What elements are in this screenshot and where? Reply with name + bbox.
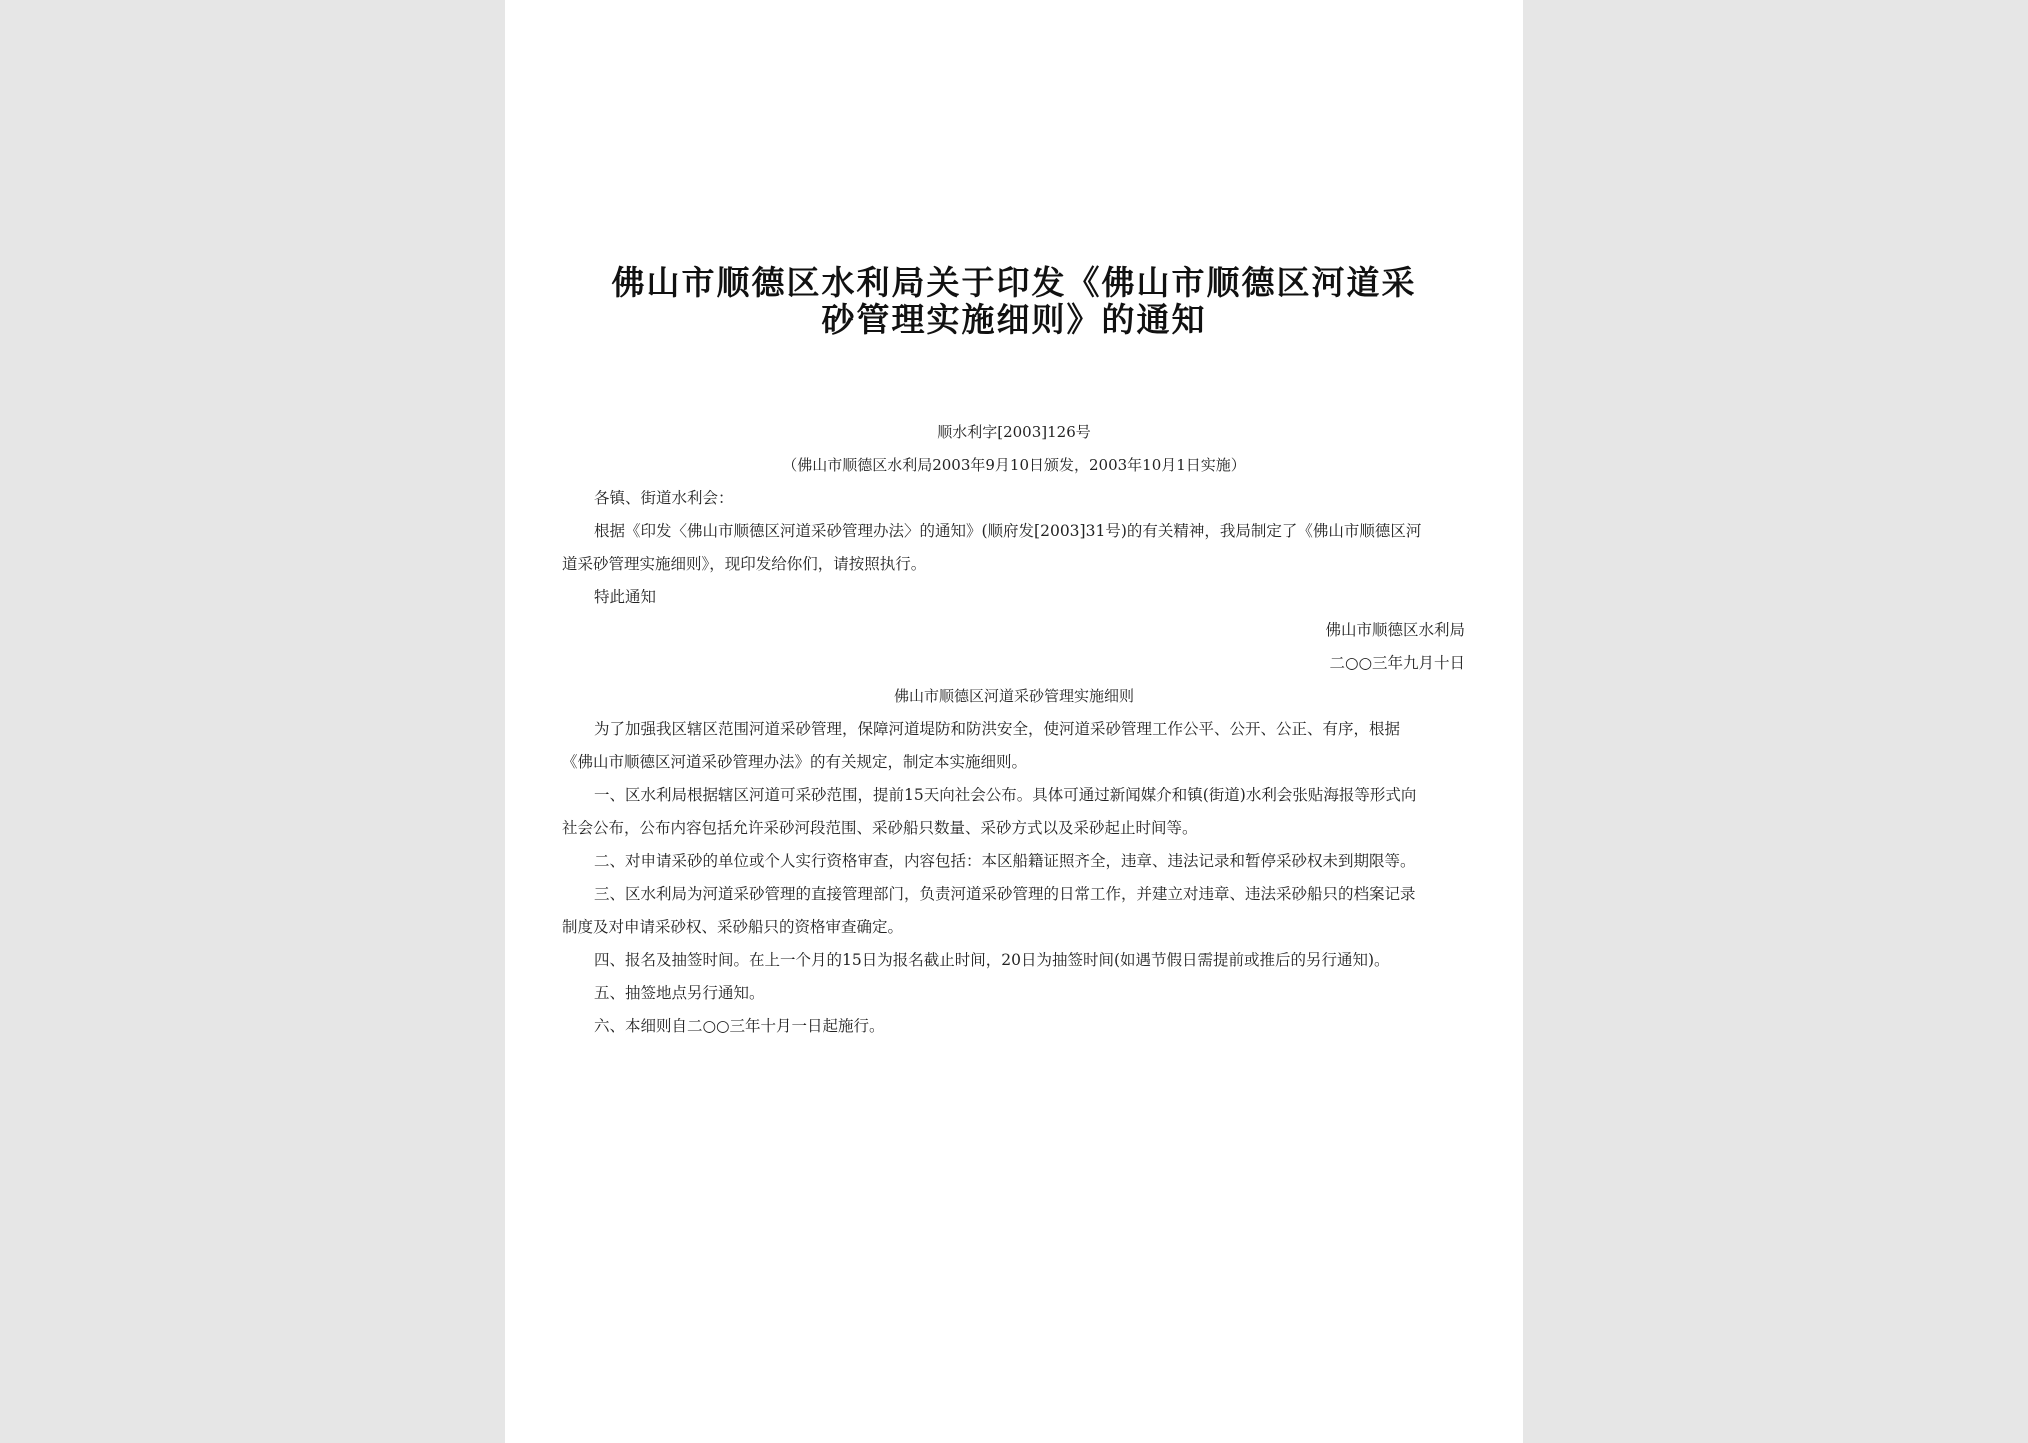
preamble-line-2: 《佛山市顺德区河道采砂管理办法》的有关规定，制定本实施细则。 xyxy=(562,753,1028,771)
document-title-line-2: 砂管理实施细则》的通知 xyxy=(821,300,1207,339)
article-6: 六、本细则自二○○三年十月一日起施行。 xyxy=(594,1017,885,1035)
article-4: 四、报名及抽签时间。在上一个月的15日为报名截止时间，20日为抽签时间(如遇节假日需提前或推后的另行通知)。 xyxy=(594,951,1390,969)
sign-date: 二○○三年九月十日 xyxy=(1329,654,1465,672)
intro-line-2: 道采砂管理实施细则》，现印发给你们，请按照执行。 xyxy=(562,555,927,573)
notice-end: 特此通知 xyxy=(594,588,657,606)
article-3-line-1: 三、区水利局为河道采砂管理的直接管理部门，负责河道采砂管理的日常工作，并建立对违章、违法采砂船只的档案记录 xyxy=(594,885,1416,903)
document-title-line-1: 佛山市顺德区水利局关于印发《佛山市顺德区河道采 xyxy=(611,263,1417,302)
article-1-line-2: 社会公布，公布内容包括允许采砂河段范围、采砂船只数量、采砂方式以及采砂起止时间等。 xyxy=(562,819,1198,837)
preamble-line-1: 为了加强我区辖区范围河道采砂管理，保障河道堤防和防洪安全，使河道采砂管理工作公平、公开、公正、有序，根据 xyxy=(594,720,1401,738)
salutation: 各镇、街道水利会： xyxy=(594,489,734,507)
document-number: 顺水利字[2003]126号 xyxy=(937,423,1091,441)
article-3-line-2: 制度及对申请采砂权、采砂船只的资格审查确定。 xyxy=(562,918,904,936)
article-2: 二、对申请采砂的单位或个人实行资格审查，内容包括：本区船籍证照齐全，违章、违法记录和暂停采砂权未到期限等。 xyxy=(594,852,1416,870)
rules-title: 佛山市顺德区河道采砂管理实施细则 xyxy=(893,687,1134,705)
document-page xyxy=(505,0,1523,1443)
signature: 佛山市顺德区水利局 xyxy=(1325,621,1465,639)
article-1-line-1: 一、区水利局根据辖区河道可采砂范围，提前15天向社会公布。具体可通过新闻媒介和镇(街道)水利会张贴海报等形式向 xyxy=(594,786,1417,804)
intro-line-1: 根据《印发〈佛山市顺德区河道采砂管理办法〉的通知》(顺府发[2003]31号)的有关精神，我局制定了《佛山市顺德区河 xyxy=(594,522,1422,540)
issue-info: （佛山市顺德区水利局2003年9月10日颁发，2003年10月1日实施） xyxy=(782,456,1246,474)
article-5: 五、抽签地点另行通知。 xyxy=(594,984,765,1002)
